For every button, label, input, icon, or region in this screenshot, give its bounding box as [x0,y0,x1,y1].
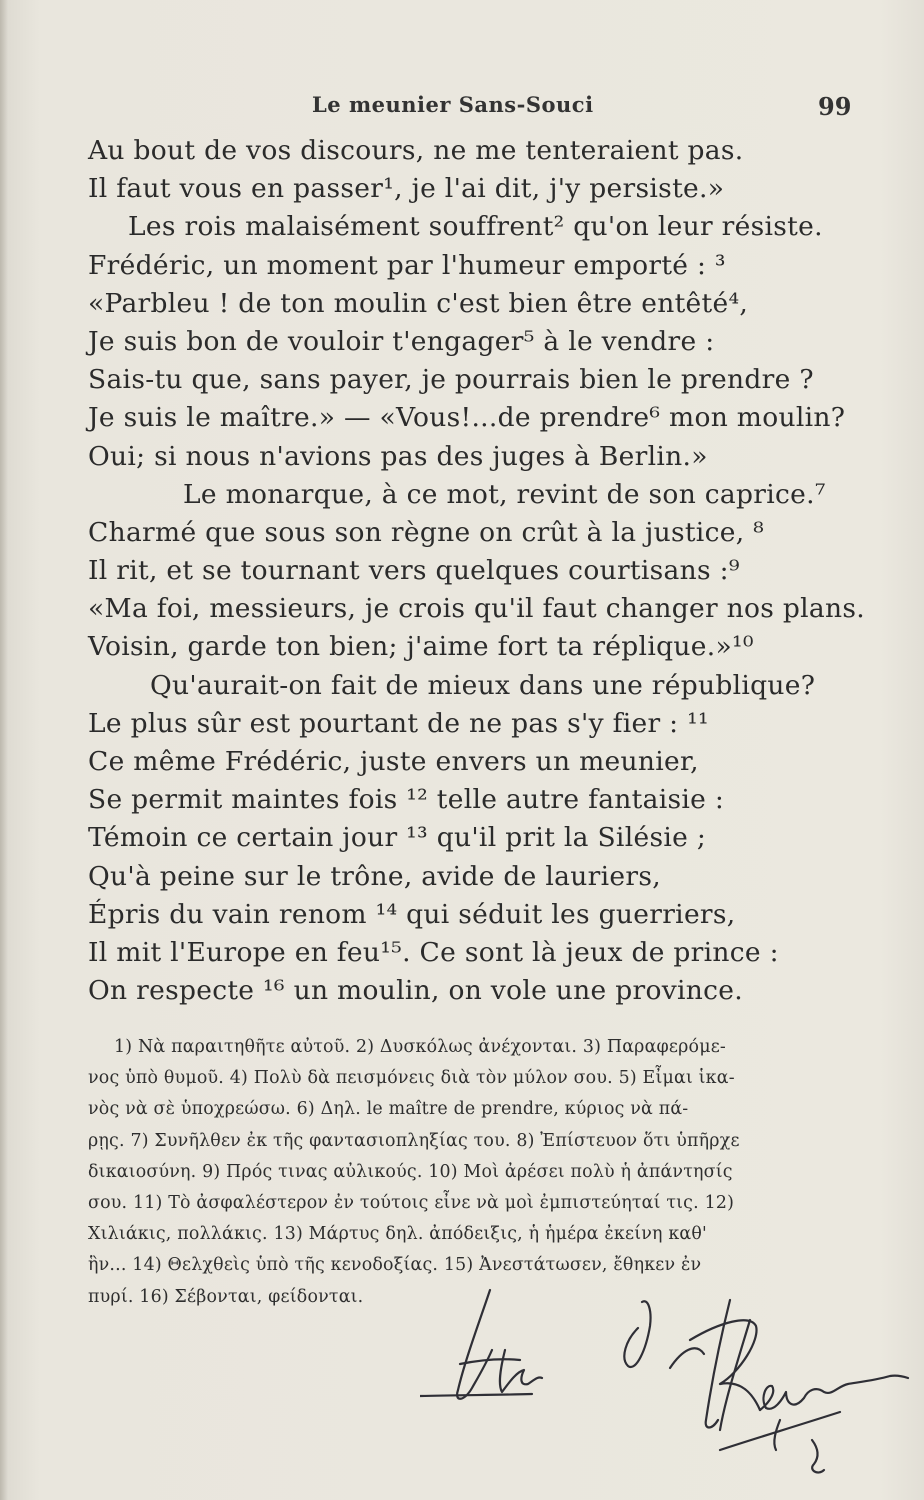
signature-stroke [500,1350,542,1392]
verse-line: Il rit, et se tournant vers quelques courtisans :⁹ [88,555,740,587]
signature-stroke [420,1394,532,1396]
footnotes [88,1032,858,1313]
signature-stroke [760,1376,908,1410]
footnote-line: ρῃς. 7) Συνῆλθεν ἐκ τῆς φαντασιοπληξίας του. 8) Ἐπίστευον ὅτι ὑπῆρχε [88,1130,740,1151]
footnote-line: 1) Νὰ παραιτηθῆτε αὐτοῦ. 2) Δυσκόλως ἀνέχονται. 3) Παραφερόμε- [114,1037,727,1057]
verse-line: Je suis le maître.» — «Vous!...de prendre⁶ mon moulin? [88,402,846,434]
footnote-line: Χιλιάκις, πολλάκις. 13) Μάρτυς δηλ. ἀπόδειξις, ἡ ἡμέρα ἐκείνη καθ' [88,1224,708,1245]
poem-body [88,132,878,1010]
verse-line: Épris du vain renom ¹⁴ qui séduit les guerriers, [88,898,736,930]
signature-stroke [706,1300,730,1428]
verse-line: Ce même Frédéric, juste envers un meunier, [88,746,699,777]
signature-stroke [774,1420,780,1450]
footnote-line: νὸς νὰ σὲ ὑποχρεώσω. 6) Δηλ. le maître de prendre, κύριος νὰ πά- [88,1099,689,1120]
verse-line: Sais-tu que, sans payer, je pourrais bien le prendre ? [88,364,814,396]
signature-stroke [720,1320,750,1430]
verse-line: Je suis bon de vouloir t'engager⁵ à le vendre : [88,325,715,357]
signature-stroke [720,1412,840,1450]
signature-drawing [420,1280,920,1490]
verse-line: Charmé que sous son règne on crût à la justice, ⁸ [88,516,765,548]
verse-line: Frédéric, un moment par l'humeur emporté : ³ [88,249,726,281]
verse-line: Se permit maintes fois ¹² telle autre fantaisie : [88,784,725,816]
verse-line: On respecte ¹⁶ un moulin, on vole une province. [88,975,743,1007]
verse-line: Le plus sûr est pourtant de ne pas s'y fier : ¹¹ [88,707,709,739]
footnote-line: σου. 11) Τὸ ἀσφαλέστερον ἐν τούτοις εἶνε νὰ μοὶ ἐμπιστεύηταί τις. 12) [88,1192,735,1213]
signature-stroke [812,1440,824,1472]
verse-line: «Parbleu ! de ton moulin c'est bien être entêté⁴, [88,287,749,319]
footnote-line: δικαιοσύνη. 9) Πρός τινας αὐλικούς. 10) Μοὶ ἀρέσει πολὺ ἡ ἀπάντησίς [88,1161,733,1182]
running-head [0,92,924,122]
verse-line: Il mit l'Europe en feu¹⁵. Ce sont là jeux de prince : [88,936,779,968]
verse-line: Les rois malaisément souffrent² qu'on leur résiste. [128,211,823,243]
signature-stroke [460,1359,520,1364]
footnote-line: νος ὑπὸ θυμοῦ. 4) Πολὺ δὰ πεισμόνεις διὰ τὸν μύλον σου. 5) Εἶμαι ἱκα- [88,1068,735,1089]
verse-line: Voisin, garde ton bien; j'aime fort ta réplique.»¹⁰ [88,631,754,663]
page-number: 99 [818,92,852,121]
verse-line: «Ma foi, messieurs, je crois qu'il faut changer nos plans. [88,593,866,625]
verse-line: Il faut vous en passer¹, je l'ai dit, j'y persiste.» [88,173,725,205]
signature-stroke [624,1301,650,1367]
footnote-line: ἣν... 14) Θελχθεὶς ὑπὸ τῆς κενοδοξίας. 15) Ἀνεστάτωσεν, ἔθηκεν ἐν [88,1255,702,1276]
signature-stroke [670,1348,704,1368]
verse-line: Oui; si nous n'avions pas des juges à Berlin.» [88,440,708,472]
verse-line: Qu'à peine sur le trône, avide de lauriers, [88,860,661,892]
verse-line: Qu'aurait-on fait de mieux dans une république? [150,669,816,701]
signature-stroke [457,1290,492,1399]
handwritten-signatures [420,1280,920,1490]
page-gutter-shadow [0,0,8,1500]
footnote-line: πυρί. 16) Σέβονται, φείδονται. [88,1286,364,1307]
verse-line: Le monarque, à ce mot, revint de son caprice.⁷ [183,478,826,510]
running-title: Le meunier Sans-Souci [312,92,594,117]
signature-stroke [690,1320,760,1410]
verse-line: Témoin ce certain jour ¹³ qu'il prit la Silésie ; [88,822,707,854]
verse-line: Au bout de vos discours, ne me tenteraient pas. [88,135,744,166]
